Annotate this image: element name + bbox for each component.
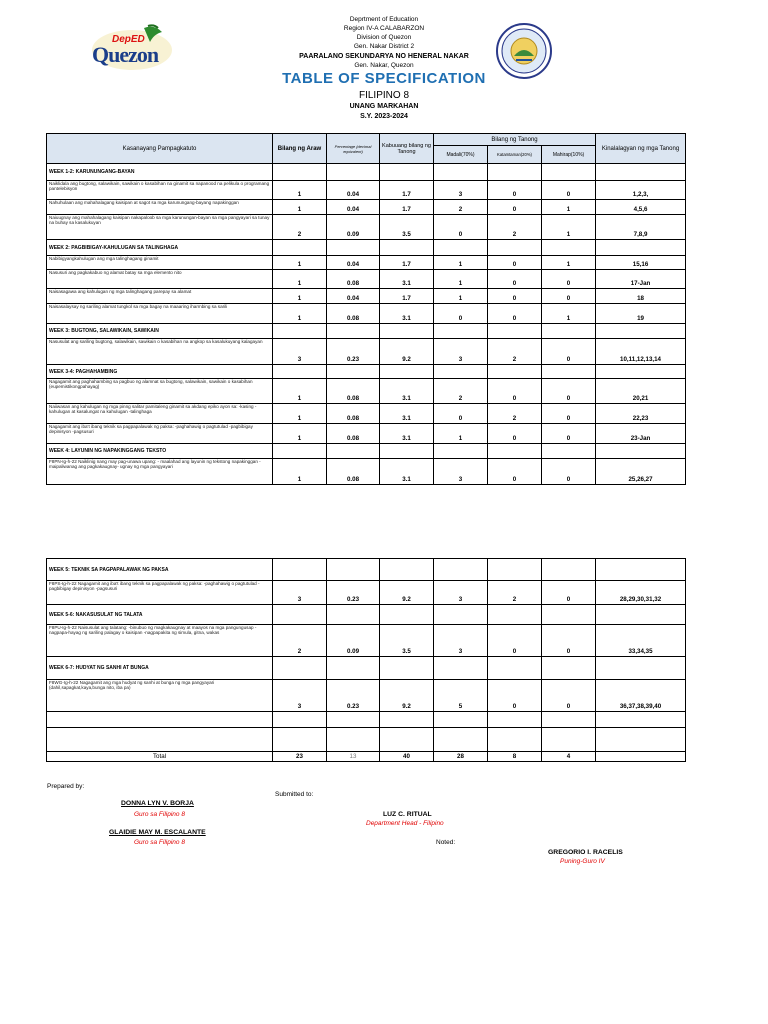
mahirap-cell: 1: [542, 304, 596, 324]
empty-cell: [434, 164, 488, 181]
katamtaman-cell: 0: [488, 680, 542, 712]
percentage-cell: 0.04: [327, 200, 380, 215]
table-row: [47, 424, 686, 444]
empty-cell: [327, 324, 380, 339]
week-row: [47, 324, 686, 339]
percentage-cell: 0.09: [327, 625, 380, 657]
empty-cell: [380, 559, 434, 581]
katamtaman-cell: 0: [488, 200, 542, 215]
table-row: [47, 181, 686, 200]
preparer2-name: GLAIDIE MAY M. ESCALANTE: [109, 829, 206, 836]
week-row: [47, 444, 686, 459]
mahirap-cell: 0: [542, 289, 596, 304]
kabuuang-cell: 9.2: [380, 581, 434, 605]
empty-cell: [488, 324, 542, 339]
empty-cell: [380, 712, 434, 728]
header-division: Division of Quezon: [356, 34, 412, 41]
bilang-araw-cell: 2: [273, 625, 327, 657]
empty-cell: [542, 728, 596, 752]
header-address: Gen. Nakar, Quezon: [354, 62, 414, 69]
empty-cell: [488, 657, 542, 680]
total-kabuuang: 40: [380, 752, 434, 762]
mahirap-cell: 0: [542, 680, 596, 712]
empty-cell: [434, 712, 488, 728]
header-region: Region IV-A CALABARZON: [343, 25, 425, 32]
percentage-cell: 0.23: [327, 339, 380, 365]
katamtaman-cell: 0: [488, 181, 542, 200]
empty-cell: [380, 728, 434, 752]
empty-cell: [434, 444, 488, 459]
bilang-araw-cell: 1: [273, 256, 327, 270]
kabuuang-cell: 1.7: [380, 200, 434, 215]
empty-cell: [488, 712, 542, 728]
empty-cell: [327, 657, 380, 680]
kinalalagyan-cell: 17-Jan: [596, 270, 686, 289]
empty-cell: [380, 164, 434, 181]
total-mahirap: 4: [542, 752, 596, 762]
kinalalagyan-cell: 23-Jan: [596, 424, 686, 444]
empty-cell: [542, 712, 596, 728]
empty-cell: [596, 712, 686, 728]
empty-cell: [380, 605, 434, 625]
mahirap-cell: 0: [542, 379, 596, 404]
competency-cell: Naisasagawa ang kahulugan ng mga talinghagang parepay sa alamat: [47, 289, 273, 304]
empty-row: [47, 728, 686, 752]
header-katamtaman: Katamtaman(20%): [488, 146, 542, 164]
mahirap-cell: 0: [542, 424, 596, 444]
bilang-araw-cell: 3: [273, 339, 327, 365]
empty-cell: [327, 240, 380, 256]
empty-cell: [596, 365, 686, 379]
table-row: [47, 200, 686, 215]
kabuuang-cell: 3.5: [380, 215, 434, 240]
empty-cell: [596, 657, 686, 680]
empty-cell: [273, 240, 327, 256]
empty-cell: [327, 728, 380, 752]
week-label: WEEK 6-7: HUDYAT NG SANHI AT BUNGA: [47, 657, 273, 680]
madali-cell: 1: [434, 270, 488, 289]
empty-cell: [380, 365, 434, 379]
katamtaman-cell: 2: [488, 581, 542, 605]
madali-cell: 5: [434, 680, 488, 712]
school-year-label: S.Y. 2023-2024: [360, 113, 408, 120]
kabuuang-cell: 9.2: [380, 680, 434, 712]
mahirap-cell: 0: [542, 581, 596, 605]
total-araw: 23: [273, 752, 327, 762]
bilang-araw-cell: 1: [273, 424, 327, 444]
kinalalagyan-cell: 15,16: [596, 256, 686, 270]
kinalalagyan-cell: 33,34,35: [596, 625, 686, 657]
week-label: WEEK 3-4: PAGHAHAMBING: [47, 365, 273, 379]
bilang-araw-cell: 1: [273, 270, 327, 289]
kinalalagyan-cell: 19: [596, 304, 686, 324]
madali-cell: 2: [434, 200, 488, 215]
empty-cell: [542, 605, 596, 625]
table-row: [47, 459, 686, 485]
kinalalagyan-cell: 10,11,12,13,14: [596, 339, 686, 365]
empty-cell: [273, 657, 327, 680]
department-head-name: LUZ C. RITUAL: [383, 811, 432, 818]
percentage-cell: 0.04: [327, 181, 380, 200]
mahirap-cell: 0: [542, 339, 596, 365]
bilang-araw-cell: 1: [273, 181, 327, 200]
week-row: [47, 240, 686, 256]
kinalalagyan-cell: 20,21: [596, 379, 686, 404]
empty-cell: [596, 164, 686, 181]
competency-cell: Naiklidala ang bugtong, salawikain, sawikain o kasabihan na ginamit sa napanood na pelikula o programang pantelebisyon: [47, 181, 273, 200]
kabuuang-cell: 3.1: [380, 379, 434, 404]
kabuuang-cell: 3.1: [380, 304, 434, 324]
empty-cell: [273, 559, 327, 581]
total-percentage: 13: [327, 752, 380, 762]
specification-table-part1: [46, 133, 686, 485]
empty-cell: [273, 164, 327, 181]
mahirap-cell: 0: [542, 459, 596, 485]
bilang-araw-cell: 1: [273, 304, 327, 324]
empty-cell: [434, 605, 488, 625]
katamtaman-cell: 0: [488, 270, 542, 289]
empty-cell: [327, 605, 380, 625]
madali-cell: 1: [434, 424, 488, 444]
empty-cell: [273, 605, 327, 625]
madali-cell: 1: [434, 256, 488, 270]
kinalalagyan-cell: 18: [596, 289, 686, 304]
percentage-cell: 0.08: [327, 379, 380, 404]
empty-cell: [327, 559, 380, 581]
percentage-cell: 0.08: [327, 459, 380, 485]
principal-name: GREGORIO I. RACELIS: [548, 849, 623, 856]
kabuuang-cell: 1.7: [380, 181, 434, 200]
empty-cell: [380, 240, 434, 256]
empty-cell: [488, 444, 542, 459]
bilang-araw-cell: 3: [273, 680, 327, 712]
week-row: [47, 657, 686, 680]
empty-cell: [596, 605, 686, 625]
header-school: PAARALANO SEKUNDARYA NO HENERAL NAKAR: [299, 53, 469, 60]
empty-cell: [380, 657, 434, 680]
page-title: TABLE OF SPECIFICATION: [282, 70, 486, 87]
bilang-araw-cell: 3: [273, 581, 327, 605]
kabuuang-cell: 3.1: [380, 404, 434, 424]
katamtaman-cell: 2: [488, 404, 542, 424]
katamtaman-cell: 0: [488, 424, 542, 444]
empty-cell: [434, 240, 488, 256]
katamtaman-cell: 0: [488, 304, 542, 324]
katamtaman-cell: 2: [488, 215, 542, 240]
empty-cell: [488, 365, 542, 379]
week-row: [47, 365, 686, 379]
header-kinalalagyan: Kinalalagyan ng mga Tanong: [596, 134, 686, 164]
mahirap-cell: 0: [542, 270, 596, 289]
empty-cell: [488, 240, 542, 256]
bilang-araw-cell: 1: [273, 379, 327, 404]
empty-cell: [273, 444, 327, 459]
empty-cell: [380, 324, 434, 339]
week-label: WEEK 5: TEKNIK SA PAGPAPALAWAK NG PAKSA: [47, 559, 273, 581]
logo-deped-text: DepED: [112, 34, 145, 45]
bilang-araw-cell: 1: [273, 404, 327, 424]
mahirap-cell: 1: [542, 200, 596, 215]
empty-cell: [434, 324, 488, 339]
empty-cell: [434, 657, 488, 680]
week-label: WEEK 2: PAGBIBIGAY-KAHULUGAN SA TALINGHAGA: [47, 240, 273, 256]
kinalalagyan-cell: 1,2,3,: [596, 181, 686, 200]
submitted-to-label: Submitted to:: [275, 791, 314, 798]
kinalalagyan-cell: 25,26,27: [596, 459, 686, 485]
bilang-araw-cell: 1: [273, 200, 327, 215]
table-row: [47, 215, 686, 240]
competency-cell: F8WG-Ig-h-22 Nagagamit ang mga hudyat ng sanhi at bunga ng mga pangyayari (dahil,sapagkat,kaya,bunga nito, iba pa): [47, 680, 273, 712]
table-row: [47, 339, 686, 365]
preparer1-name: DONNA LYN V. BORJA: [121, 800, 194, 807]
competency-cell: Nahuhulaan ang mahahalagang kaisipan at sagot sa mga karunungang-bayang napakinggan: [47, 200, 273, 215]
header-deped: Deprtment of Education: [349, 16, 419, 23]
bilang-araw-cell: 2: [273, 215, 327, 240]
kabuuang-cell: 3.5: [380, 625, 434, 657]
preparer1-role: Guro sa Filipino 8: [134, 811, 185, 818]
empty-cell: [596, 324, 686, 339]
empty-cell: [327, 712, 380, 728]
total-label: Total: [47, 752, 273, 762]
competency-cell: F8PU-Ig-h-22 Naisusulat ang talatang: -binubuo ng magkakaugnay at maayos na mga pangungusap - nagpapa-hayag ng sariling palagay o kaisipan -nagpapakita ng simula, gitna, wakas: [47, 625, 273, 657]
empty-cell: [542, 365, 596, 379]
empty-cell: [542, 444, 596, 459]
competency-cell: Naiuugnay ang mahahalagang kaisipan nakapaloob sa mga karunungan-bayan sa mga pangyayari sa tunay na buhay sa kasalukuyan: [47, 215, 273, 240]
total-katamtaman: 8: [488, 752, 542, 762]
madali-cell: 2: [434, 379, 488, 404]
empty-cell: [273, 728, 327, 752]
mahirap-cell: 0: [542, 181, 596, 200]
week-row: [47, 605, 686, 625]
competency-cell: Nasusulat ang sariling bugtong, salawikain, sawikain o kasabihan na angkop sa kasalukuyang kalagayan: [47, 339, 273, 365]
kabuuang-cell: 1.7: [380, 256, 434, 270]
katamtaman-cell: 0: [488, 256, 542, 270]
madali-cell: 1: [434, 289, 488, 304]
katamtaman-cell: 2: [488, 339, 542, 365]
competency-cell: Naisasalaysay ng sariling alamat tungkol sa mga bagay na maaaring iharmbing sa sarili: [47, 304, 273, 324]
competency-cell: F8PS-Ig-h-22 Nagagamit ang iba't ibang teknik sa pagpapalawak ng paksa: -paghahawig o pagtutulad -pagbibigay depinisyon -pagsusuri: [47, 581, 273, 605]
mahirap-cell: 0: [542, 404, 596, 424]
week-label: WEEK 5-6: NAKASUSULAT NG TALATA: [47, 605, 273, 625]
kinalalagyan-cell: 22,23: [596, 404, 686, 424]
percentage-cell: 0.23: [327, 680, 380, 712]
table-row: [47, 581, 686, 605]
bilang-araw-cell: 1: [273, 289, 327, 304]
empty-cell: [596, 240, 686, 256]
percentage-cell: 0.08: [327, 270, 380, 289]
bilang-araw-cell: 1: [273, 459, 327, 485]
empty-cell: [273, 365, 327, 379]
katamtaman-cell: 0: [488, 379, 542, 404]
kinalalagyan-cell: 4,5,6: [596, 200, 686, 215]
empty-cell: [596, 444, 686, 459]
logo-quezon-text: Quezon: [92, 42, 159, 67]
header-percentage: Percentage (decimal equivalent): [327, 134, 380, 164]
empty-cell: [596, 728, 686, 752]
madali-cell: 3: [434, 339, 488, 365]
kabuuang-cell: 3.1: [380, 424, 434, 444]
header-kasanayan: Kasanayang Pampagkatuto: [47, 134, 273, 164]
week-row: [47, 559, 686, 581]
percentage-cell: 0.09: [327, 215, 380, 240]
preparer2-role: Guro sa Filipino 8: [134, 839, 185, 846]
madali-cell: 0: [434, 304, 488, 324]
empty-row: [47, 712, 686, 728]
table-row: [47, 680, 686, 712]
competency-cell: Nagagamit ang iba't ibang teknik sa pagpapalawak ng paksa: -paghahawig o pagtutulad -pagbibigay depinisyon -pagsusuri: [47, 424, 273, 444]
table-row: [47, 289, 686, 304]
noted-label: Noted:: [436, 839, 456, 846]
katamtaman-cell: 0: [488, 459, 542, 485]
empty-cell: [380, 444, 434, 459]
table-row: [47, 404, 686, 424]
empty-cell: [327, 365, 380, 379]
madali-cell: 0: [434, 215, 488, 240]
empty-cell: [273, 324, 327, 339]
mahirap-cell: 1: [542, 256, 596, 270]
competency-cell: Nagagamit ang paghahambing sa pagbuo ng alamnat sa bugtong, salawikain, sawikain o kasabihan (eupemistikongpahayag): [47, 379, 273, 404]
kinalalagyan-cell: 7,8,9: [596, 215, 686, 240]
percentage-cell: 0.08: [327, 304, 380, 324]
specification-table-part2: [46, 558, 686, 762]
table-row: [47, 270, 686, 289]
percentage-cell: 0.08: [327, 404, 380, 424]
table-row: [47, 304, 686, 324]
empty-cell: [542, 164, 596, 181]
kabuuang-cell: 9.2: [380, 339, 434, 365]
percentage-cell: 0.23: [327, 581, 380, 605]
table-row: [47, 256, 686, 270]
department-head-role: Department Head - Filipino: [366, 820, 444, 827]
kabuuang-cell: 1.7: [380, 289, 434, 304]
week-row: [47, 164, 686, 181]
table-row: [47, 379, 686, 404]
katamtaman-cell: 0: [488, 625, 542, 657]
percentage-cell: 0.04: [327, 289, 380, 304]
competency-cell: Nabibigyangkahulugan ang mga talinghagang ginamit: [47, 256, 273, 270]
empty-cell: [488, 559, 542, 581]
madali-cell: 3: [434, 181, 488, 200]
percentage-cell: 0.08: [327, 424, 380, 444]
empty-cell: [327, 164, 380, 181]
madali-cell: 3: [434, 459, 488, 485]
subject-title: FILIPINO 8: [358, 90, 409, 101]
empty-cell: [596, 559, 686, 581]
competency-cell: Naiiwasan ang kahulugan ng mga pinng salitar pamitaleng ginamit sa akdang epiko ayon sa: -kasing - kahulugan at kasalungat na kahulugan -talinghaga: [47, 404, 273, 424]
empty-cell: [488, 164, 542, 181]
empty-cell: [434, 559, 488, 581]
header-mahirap: Mahirap(10%): [542, 146, 596, 164]
empty-cell: [47, 728, 273, 752]
kinalalagyan-cell: 36,37,38,39,40: [596, 680, 686, 712]
empty-cell: [542, 559, 596, 581]
katamtaman-cell: 0: [488, 289, 542, 304]
empty-cell: [488, 605, 542, 625]
competency-cell: F8PN-Ig-h-22 Naiklinig nang may pag-unawa upang: - maalahad ang layunin ng tekstong napakinggan - maipaliwanag ang pagkakaugnay- ugnay ng mga pangyayari: [47, 459, 273, 485]
madali-cell: 3: [434, 581, 488, 605]
total-row: [47, 752, 686, 762]
header-kabuuang: Kabuuang bilang ng Tanong: [380, 134, 434, 164]
empty-cell: [273, 712, 327, 728]
total-madali: 28: [434, 752, 488, 762]
empty-cell: [488, 728, 542, 752]
week-label: WEEK 4: LAYUNIN NG NAPAKINGGANG TEKSTO: [47, 444, 273, 459]
empty-cell: [542, 240, 596, 256]
quarter-label: UNANG MARKAHAN: [349, 103, 419, 110]
prepared-by-label: Prepared by:: [47, 783, 85, 790]
kabuuang-cell: 3.1: [380, 459, 434, 485]
madali-cell: 3: [434, 625, 488, 657]
empty-cell: [327, 444, 380, 459]
empty-cell: [434, 728, 488, 752]
total-kinalalagyan: [596, 752, 686, 762]
madali-cell: 0: [434, 404, 488, 424]
mahirap-cell: 0: [542, 625, 596, 657]
competency-cell: Nasusuri ang pagkakabuo ng alamat batay sa mga elemento nito: [47, 270, 273, 289]
mahirap-cell: 1: [542, 215, 596, 240]
header-district: Gen. Nakar District 2: [353, 43, 415, 50]
header-madali: Madali(70%): [434, 146, 488, 164]
empty-cell: [542, 324, 596, 339]
empty-cell: [47, 712, 273, 728]
week-label: WEEK 3: BUGTONG, SALAWIKAIN, SAWIKAIN: [47, 324, 273, 339]
week-label: WEEK 1-2: KARUNUNGANG-BAYAN: [47, 164, 273, 181]
header-bilang-tanong: Bilang ng Tanong: [434, 134, 596, 146]
empty-cell: [434, 365, 488, 379]
table-row: [47, 625, 686, 657]
kabuuang-cell: 3.1: [380, 270, 434, 289]
empty-cell: [542, 657, 596, 680]
header-bilang-araw: Bilang ng Araw: [273, 134, 327, 164]
kinalalagyan-cell: 28,29,30,31,32: [596, 581, 686, 605]
percentage-cell: 0.04: [327, 256, 380, 270]
principal-role: Puning-Guro IV: [560, 858, 605, 865]
